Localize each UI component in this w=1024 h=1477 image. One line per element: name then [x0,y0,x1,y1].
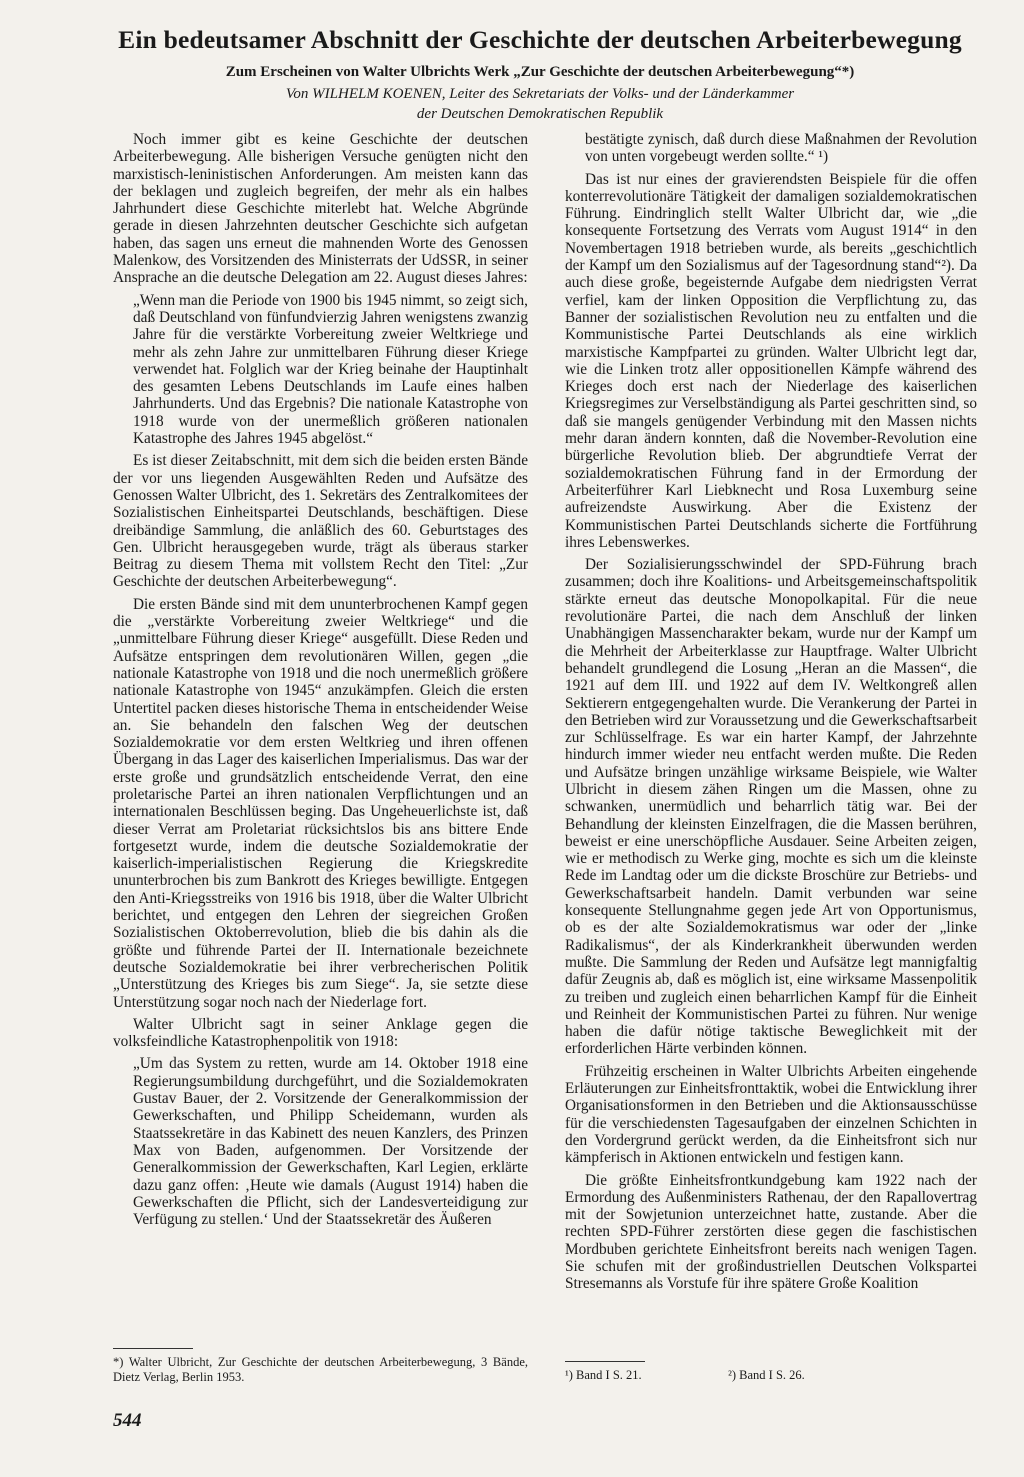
byline-line-1: Von WILHELM KOENEN, Leiter des Sekretariats der Volks- und der Länderkammer [285,86,795,102]
quote-continuation: bestätigte zynisch, daß durch diese Maßnahmen der Revolution von unten vorgebeugt werden sollte.“ ¹) [585,131,977,166]
right-column [565,131,977,1298]
article-title: Ein bedeutsamer Abschnitt der Geschichte der deutschen Arbeiterbewegung [118,25,962,54]
paragraph: Der Sozialisierungsschwindel der SPD-Führung brach zusammen; doch ihre Koalitions- und Arbeitsgemeinschaftspolitik stärkte erneut das deutsche Monopolkapital. Für die neue revolutionäre Partei, die nach dem Anschluß der linken Unabhängigen Massencharakter bekam, wurde nur der Kampf um die Mehrheit der Arbeiterklasse zur Hauptfrage. Walter Ulbricht behandelt grundlegend die Losung „Heran an die Massen“, die 1921 auf dem III. und 1922 auf dem IV. Weltkongreß allen Sektierern entgegengehalten wurde. Die Verankerung der Partei in den Betrieben wird zur Voraussetzung und die Gewerkschaftsarbeit zur Schlüsselfrage. Es war ein harter Kampf, der Jahrzehnte hindurch immer wieder neu entfacht werden mußte. Die Reden und Aufsätze bringen unzählige wirksame Beispiele, wie Walter Ulbricht in diesem zähen Ringen um die Massen, ohne zu schwanken, unermüdlich und beharrlich tätig war. Bei der Behandlung der kleinsten Einzelfragen, die die Massen berühren, beweist er eine unerschöpfliche Ausdauer. Seine Arbeiten zeigen, wie er methodisch zu Werke ging, mochte es sich um die kleinste Rede im Landtag oder um die dickste Broschüre zur Betriebs- und Gewerkschaftsarbeit handeln. Damit verbunden war seine konsequente Stellungnahme gegen jede Art von Opportunismus, ob es der alte Sozialdemokratismus war oder der „linke Radikalismus“, der als Kinderkrankheit überwunden werden mußte. Die Sammlung der Reden und Aufsätze legt mannigfaltig dafür Zeugnis ab, daß es möglich ist, eine wirksame Massenpolitik zu treiben und zugleich einen beharrlichen Kampf für die Einheit und Reinheit der Kommunistischen Partei zu führen. Nur wenige haben die dafür nötige taktische Beweglichkeit mit der erforderlichen Härte verbinden können. [565,556,977,1058]
left-column [113,131,528,1233]
footnote-divider-left [113,1348,193,1349]
paragraph: Noch immer gibt es keine Geschichte der deutschen Arbeiterbewegung. Alle bisherigen Versuche genügten nicht den marxistisch-leninistischen Anforderungen. Am meisten kann das der beklagen und zugleich begreifen, der mehr als ein halbes Jahrhundert diese Geschichte miterlebt hat. Welche Abgründe gerade in diesen Jahrzehnten deutscher Geschichte sich aufgetan haben, das sagen uns erneut die mahnenden Worte des Genossen Malenkow, des Vorsitzenden des Ministerrats der UdSSR, in seiner Ansprache an die deutsche Delegation am 22. August dieses Jahres: [113,131,528,287]
paragraph: Die größte Einheitsfrontkundgebung kam 1922 nach der Ermordung des Außenministers Rathenau, der den Rapallovertrag mit der Sowjetunion unterzeichnet hatte, zustande. Aber die rechten SPD-Führer zerstörten diese gegen die faschistischen Mordbuben gerichtete Einheitsfront bereits nach wenigen Tagen. Sie schufen mit der großindustriellen Deutschen Volkspartei Stresemanns als Vorstufe für ihre spätere Große Koalition [565,1171,977,1293]
quote-malenkow: „Wenn man die Periode von 1900 bis 1945 nimmt, so zeigt sich, daß Deutschland von fünfundvierzig Jahren wenigstens zwanzig Jahre für die verstärkte Vorbereitung zweier Weltkriege und mehr als zehn Jahre zur unmittelbaren Führung dieser Kriege verwendet hat. Folglich war der Krieg beinahe der Hauptinhalt des gesamten Lebens Deutschlands im Laufe eines halben Jahrhunderts. Und das Ergebnis? Die nationale Katastrophe von 1918 wurde von der unermeßlich größeren nationalen Katastrophe des Jahres 1945 abgelöst.“ [133,291,528,448]
paragraph: Das ist nur eines der gravierendsten Beispiele für die offen konterrevolutionäre Tätigkeit der damaligen sozialdemokratischen Führung. Eindringlich stellt Walter Ulbricht dar, wie „die konsequente Fortsetzung des Verrats vom August 1914“ in den Novembertagen 1918 betrieben wurde, als bereits „geschichtlich der Kampf um den Sozialismus auf der Tagesordnung stand“²). Da auch diese große, begeisternde Aufgabe dem niedrigsten Verrat verfiel, kam der linken Opposition die Verpflichtung zu, das Banner der sozialistischen Revolution neu zu entfalten und die Kommunistische Partei Deutschlands als eine wirklich marxistische Kampfpartei zu gründen. Walter Ulbricht legt dar, wie die Linken trotz aller oppositionellen Kämpfe während des Krieges doch erst nach der Niederlage des kaiserlichen Kriegsregimes zur Verselbständigung als Partei geschritten sind, so daß sie mangels genügender Verbindung mit den Massen nichts mehr daran ändern konnten, daß die November-Revolution eine bürgerliche Revolution blieb. Der abgrundtiefe Verrat der sozialdemokratischen Führung fand in der Ermordung der Arbeiterführer Karl Liebknecht und Rosa Luxemburg seine aufreizendste Auswirkung. Aber die Existenz der Kommunistischen Partei Deutschlands sicherte die Fortführung ihres Lebenswerkes. [565,170,977,551]
quote-ulbricht: „Um das System zu retten, wurde am 14. Oktober 1918 eine Regierungsumbildung durchgeführt, und die Sozialdemokraten Gustav Bauer, der 2. Vorsitzende der Generalkommission der Gewerkschaften, und Philipp Scheidemann, wurden als Staatssekretäre in das Kabinett des neuen Kanzlers, des Prinzen Max von Baden, aufgenommen. Der Vorsitzende der Generalkommission der Gewerkschaften, Karl Legien, erklärte dazu ganz offen: ‚Heute wie damals (August 1914) haben die Gewerkschaften die Pflicht, sich der Landesverteidigung zur Verfügung zu stellen.‘ Und der Staatssekretär des Äußeren [133,1055,528,1229]
page-number: 544 [113,1410,142,1431]
paragraph: Es ist dieser Zeitabschnitt, mit dem sich die beiden ersten Bände der vor uns liegenden Ausgewählten Reden und Aufsätze des Genossen Walter Ulbricht, des 1. Sekretärs des Zentralkomitees der Sozialistischen Einheitspartei Deutschlands, beschäftigen. Diese dreibändige Sammlung, die anläßlich des 60. Geburtstages des Gen. Ulbricht herausgegeben wurde, trägt als überaus starker Beitrag zu diesem Thema mit vollstem Recht den Titel: „Zur Geschichte der deutschen Arbeiterbewegung“. [113,452,528,591]
paragraph: Walter Ulbricht sagt in seiner Anklage gegen die volksfeindliche Katastrophenpolitik von 1918: [113,1015,528,1051]
paragraph: Frühzeitig erscheinen in Walter Ulbrichts Arbeiten eingehende Erläuterungen zur Einheitsfronttaktik, wobei die Entwicklung ihrer Organisationsformen in den Betrieben und die Aktionsausschüsse für die verschiedensten Tagesaufgaben der einzelnen Schichten in den Vordergrund gerückt werden, da die Einheitsfront sich nur kämpferisch in Aktionen entwickeln und festigen kann. [565,1062,977,1167]
footnote-2: ²) Band I S. 26. [728,1368,805,1382]
paragraph: Die ersten Bände sind mit dem ununterbrochenen Kampf gegen die „verstärkte Vorbereitung zweier Weltkriege“ und die „unmittelbare Führung dieser Kriege“ ausgefüllt. Diese Reden und Aufsätze entspringen dem revolutionären Willen, gegen „die nationale Katastrophe von 1918 und die noch unermeßlich größere nationale Katastrophe von 1945“ anzukämpfen. Gleich die ersten Untertitel packen dieses historische Thema in entscheidender Weise an. Sie behandeln den falschen Weg der deutschen Sozialdemokratie vor dem ersten Weltkrieg und ihren offenen Übergang in das Lager des kaiserlichen Imperialismus. Das war der erste große und grundsätzlich entscheidende Verrat, den eine proletarische Partei an ihren nationalen Verpflichtungen und an internationalen Beschlüssen beging. Das Ungeheuerlichste ist, daß dieser Verrat am Proletariat rücksichtslos bis ans bittere Ende fortgesetzt wurde, indem die deutsche Sozialdemokratie der kaiserlich-imperialistischen Regierung die Kriegskredite ununterbrochen bis zum Bankrott des Krieges bewilligte. Entgegen den Anti-Kriegsstreiks von 1916 bis 1918, über die Walter Ulbricht berichtet, und entgegen den Lehren der siegreichen Großen Sozialistischen Oktoberrevolution, blieb die bis dahin als die größte und führende Partei der II. Internationale bezeichnete deutsche Sozialdemokratie bei ihrer verbrecherischen Politik „Unterstützung des Krieges bis zum Siege“. Ja, sie setzte diese Unterstützung sogar noch nach der Niederlage fort. [113,595,528,1011]
footnote-left: *) Walter Ulbricht, Zur Geschichte der deutschen Arbeiterbewegung, 3 Bände, Dietz Verlag, Berlin 1953. [113,1355,528,1384]
footnotes-right [565,1368,977,1383]
footnote-1: ¹) Band I S. 21. [565,1368,642,1382]
byline-line-2: der Deutschen Demokratischen Republik [416,106,664,122]
footnote-divider-right [565,1361,645,1362]
article-byline [150,84,930,124]
article-subtitle: Zum Erscheinen von Walter Ulbrichts Werk „Zur Geschichte der deutschen Arbeiterbewegung“*) [225,64,855,80]
